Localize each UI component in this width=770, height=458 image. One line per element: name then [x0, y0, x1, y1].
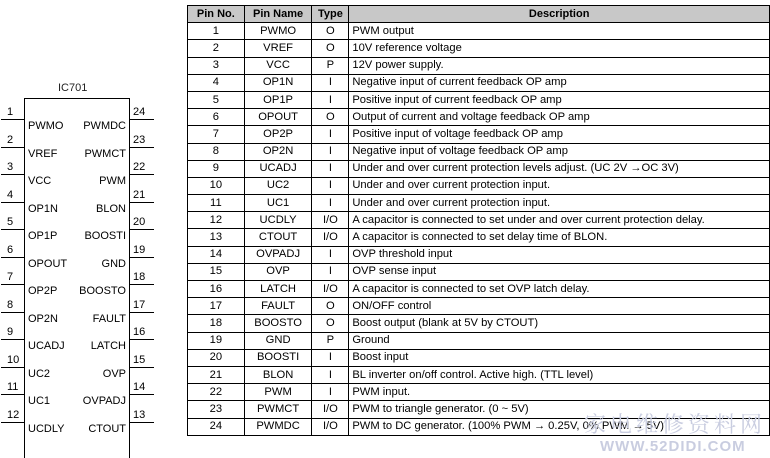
- cell-pin-name: FAULT: [244, 298, 312, 315]
- ic-pin-label: BOOSTI: [84, 230, 126, 242]
- cell-description: A capacitor is connected to set under and over current protection delay.: [349, 212, 770, 229]
- cell-type: I: [312, 384, 349, 401]
- cell-type: I: [312, 160, 349, 177]
- ic-pin-lead: [130, 284, 154, 285]
- ic-body-edge-left: [24, 440, 25, 458]
- cell-type: I/O: [312, 418, 349, 435]
- ic-pin: [60, 189, 170, 215]
- cell-type: I: [312, 195, 349, 212]
- ic-pin-number: 21: [133, 188, 146, 201]
- cell-description: PWM to triangle generator. (0 ~ 5V): [349, 401, 770, 418]
- ic-pin: [60, 326, 170, 352]
- cell-pin-no: 13: [188, 229, 245, 246]
- ic-pin-label: BOOSTO: [79, 285, 126, 297]
- cell-type: I/O: [312, 229, 349, 246]
- cell-type: I: [312, 366, 349, 383]
- ic-pin-label: VREF: [28, 147, 58, 160]
- cell-pin-name: BOOSTI: [244, 349, 312, 366]
- table-row: [188, 229, 770, 246]
- ic-pin-number: 18: [133, 271, 146, 283]
- cell-pin-name: OP2P: [244, 126, 312, 143]
- cell-pin-name: OPOUT: [244, 109, 312, 126]
- ic-pin-label: CTOUT: [88, 422, 126, 435]
- ic-pin-number: 14: [133, 381, 146, 393]
- cell-type: O: [312, 315, 349, 332]
- cell-description: ON/OFF control: [349, 298, 770, 315]
- cell-description: 12V power supply.: [349, 57, 770, 74]
- cell-pin-name: VCC: [244, 57, 312, 74]
- ic-title: IC701: [58, 82, 88, 94]
- cell-pin-name: OP1P: [244, 91, 312, 108]
- ic-pin-label: PWMDC: [83, 120, 126, 132]
- cell-type: I/O: [312, 212, 349, 229]
- ic-pin-lead: [1, 422, 24, 423]
- cell-type: O: [312, 23, 349, 40]
- cell-pin-no: 8: [188, 143, 245, 160]
- cell-description: A capacitor is connected to set delay time of BLON.: [349, 229, 770, 246]
- header-type: Type: [312, 6, 349, 23]
- cell-type: O: [312, 298, 349, 315]
- ic-pin-label: UCDLY: [28, 422, 65, 435]
- ic-pin: [60, 299, 170, 325]
- ic-pin-number: 9: [7, 326, 14, 338]
- ic-pin-lead: [130, 339, 154, 340]
- header-description: Description: [349, 6, 770, 23]
- cell-type: I: [312, 263, 349, 280]
- cell-description: 10V reference voltage: [349, 40, 770, 57]
- table-row: [188, 246, 770, 263]
- cell-pin-no: 16: [188, 281, 245, 298]
- table-row: [188, 195, 770, 212]
- cell-description: Negative input of voltage feedback OP amp: [349, 143, 770, 160]
- cell-pin-no: 2: [188, 40, 245, 57]
- ic-pin-lead: [1, 312, 24, 313]
- cell-type: I: [312, 246, 349, 263]
- ic-pin-number: 2: [7, 133, 14, 146]
- ic-pin-label: UCADJ: [28, 340, 65, 352]
- cell-description: Under and over current protection input.: [349, 177, 770, 194]
- cell-pin-no: 24: [188, 418, 245, 435]
- cell-type: I/O: [312, 281, 349, 298]
- cell-pin-name: PWMCT: [244, 401, 312, 418]
- ic-pin-number: 10: [7, 353, 20, 366]
- ic-pin-lead: [130, 312, 154, 313]
- ic-pin: [60, 106, 170, 132]
- ic-package-diagram: [0, 0, 180, 458]
- table-row: [188, 160, 770, 177]
- ic-pin-label: UC2: [28, 367, 51, 380]
- ic-pin: [60, 134, 170, 160]
- ic-pin-number: 24: [133, 106, 146, 118]
- ic-pin-lead: [130, 174, 154, 175]
- cell-pin-name: UCDLY: [244, 212, 312, 229]
- ic-pin-label: PWM: [99, 175, 126, 187]
- ic-pin-lead: [1, 119, 24, 120]
- ic-pin-number: 7: [7, 271, 14, 283]
- cell-type: O: [312, 40, 349, 57]
- ic-pin-number: 16: [133, 326, 146, 338]
- ic-pin: [60, 354, 170, 380]
- ic-pin-lead: [130, 422, 154, 423]
- ic-pin-number: 22: [133, 161, 146, 173]
- ic-pin-number: 11: [7, 381, 19, 393]
- ic-pin-lead: [1, 257, 24, 258]
- cell-description: Output of current and voltage feedback OP amp: [349, 109, 770, 126]
- cell-pin-name: VREF: [244, 40, 312, 57]
- cell-pin-no: 5: [188, 91, 245, 108]
- ic-pin-label: OVPADJ: [82, 395, 126, 407]
- ic-pin-lead: [130, 367, 154, 368]
- ic-pin-label: PWMCT: [84, 147, 126, 160]
- cell-pin-no: 23: [188, 401, 245, 418]
- table-row: [188, 366, 770, 383]
- ic-pin-number: 4: [7, 188, 14, 201]
- ic-pin-lead: [1, 339, 24, 340]
- cell-pin-name: BLON: [244, 366, 312, 383]
- ic-pin-number: 20: [133, 216, 146, 228]
- ic-pin-lead: [130, 394, 154, 395]
- cell-type: O: [312, 109, 349, 126]
- cell-pin-no: 9: [188, 160, 245, 177]
- cell-description: Positive input of current feedback OP amp: [349, 91, 770, 108]
- cell-description: Under and over current protection levels adjust. (UC 2V →OC 3V): [349, 160, 770, 177]
- table-row: [188, 91, 770, 108]
- table-row: [188, 281, 770, 298]
- cell-pin-no: 4: [188, 74, 245, 91]
- header-pin-name: Pin Name: [244, 6, 312, 23]
- watermark-url: WWW.52DIDI.COM: [600, 438, 746, 455]
- ic-pin-label: UC1: [28, 395, 51, 407]
- ic-pin-lead: [130, 147, 154, 148]
- ic-pin-lead: [1, 229, 24, 230]
- cell-pin-name: OP1N: [244, 74, 312, 91]
- cell-description: Positive input of voltage feedback OP amp: [349, 126, 770, 143]
- ic-pin-number: 5: [7, 216, 14, 228]
- cell-pin-no: 21: [188, 366, 245, 383]
- table-body: [188, 23, 770, 436]
- cell-description: PWM to DC generator. (100% PWM → 0.25V, 0% PWM → 5V): [349, 418, 770, 435]
- ic-pin-label: OP1P: [28, 230, 58, 242]
- cell-pin-no: 1: [188, 23, 245, 40]
- ic-pin-number: 3: [7, 161, 14, 173]
- cell-pin-name: PWM: [244, 384, 312, 401]
- table-row: [188, 212, 770, 229]
- cell-type: I: [312, 177, 349, 194]
- ic-pin-number: 19: [133, 243, 146, 256]
- ic-pin-label: OVP: [102, 367, 126, 380]
- cell-pin-no: 14: [188, 246, 245, 263]
- cell-type: I: [312, 349, 349, 366]
- pin-description-table: [187, 5, 770, 436]
- cell-description: Boost input: [349, 349, 770, 366]
- cell-pin-name: UC2: [244, 177, 312, 194]
- ic-pin-label: FAULT: [92, 312, 126, 325]
- table-row: [188, 349, 770, 366]
- ic-pin-label: BLON: [96, 202, 126, 215]
- cell-pin-no: 11: [188, 195, 245, 212]
- cell-pin-no: 15: [188, 263, 245, 280]
- table-row: [188, 332, 770, 349]
- cell-pin-no: 20: [188, 349, 245, 366]
- ic-pin-lead: [1, 284, 24, 285]
- cell-description: Negative input of current feedback OP amp: [349, 74, 770, 91]
- cell-description: PWM input.: [349, 384, 770, 401]
- ic-pin-lead: [130, 229, 154, 230]
- cell-pin-no: 10: [188, 177, 245, 194]
- table-row: [188, 74, 770, 91]
- cell-description: Boost output (blank at 5V by CTOUT): [349, 315, 770, 332]
- cell-pin-name: UC1: [244, 195, 312, 212]
- ic-pin-lead: [130, 202, 154, 203]
- table-row: [188, 298, 770, 315]
- ic-pin: [60, 409, 170, 435]
- cell-pin-no: 7: [188, 126, 245, 143]
- ic-body-edge-right: [129, 440, 130, 458]
- table-row: [188, 384, 770, 401]
- ic-pin-label: OP2N: [28, 312, 58, 325]
- cell-pin-name: CTOUT: [244, 229, 312, 246]
- ic-pin-lead: [1, 147, 24, 148]
- cell-type: P: [312, 57, 349, 74]
- ic-pin-number: 1: [7, 106, 14, 118]
- ic-pin: [60, 161, 170, 187]
- cell-pin-name: GND: [244, 332, 312, 349]
- table-row: [188, 40, 770, 57]
- ic-pin-lead: [1, 202, 24, 203]
- cell-pin-name: PWMO: [244, 23, 312, 40]
- ic-pin-number: 12: [7, 408, 20, 421]
- cell-description: PWM output: [349, 23, 770, 40]
- cell-pin-name: BOOSTO: [244, 315, 312, 332]
- ic-pin: [60, 381, 170, 407]
- table-row: [188, 263, 770, 280]
- ic-pin-number: 13: [133, 408, 146, 421]
- header-pin-no: Pin No.: [188, 6, 245, 23]
- ic-pin-lead: [1, 394, 24, 395]
- cell-description: BL inverter on/off control. Active high. (TTL level): [349, 366, 770, 383]
- table-row: [188, 143, 770, 160]
- cell-pin-no: 3: [188, 57, 245, 74]
- watermark-text: 家电维修资料网: [584, 413, 767, 438]
- cell-pin-name: OP2N: [244, 143, 312, 160]
- cell-description: Under and over current protection input.: [349, 195, 770, 212]
- cell-description: OVP sense input: [349, 263, 770, 280]
- cell-pin-no: 6: [188, 109, 245, 126]
- ic-pin-label: GND: [101, 257, 126, 270]
- table-header-row: [188, 6, 770, 23]
- cell-type: I: [312, 91, 349, 108]
- cell-pin-name: OVPADJ: [244, 246, 312, 263]
- cell-pin-no: 17: [188, 298, 245, 315]
- ic-pin-label: OP2P: [28, 285, 58, 297]
- cell-type: P: [312, 332, 349, 349]
- table-row: [188, 23, 770, 40]
- cell-type: I/O: [312, 401, 349, 418]
- ic-pin-label: OPOUT: [28, 257, 68, 270]
- cell-description: OVP threshold input: [349, 246, 770, 263]
- cell-pin-no: 19: [188, 332, 245, 349]
- cell-pin-name: OVP: [244, 263, 312, 280]
- cell-pin-name: UCADJ: [244, 160, 312, 177]
- cell-pin-name: LATCH: [244, 281, 312, 298]
- ic-pin: [60, 216, 170, 242]
- cell-pin-name: PWMDC: [244, 418, 312, 435]
- cell-pin-no: 18: [188, 315, 245, 332]
- ic-pin-number: 6: [7, 243, 14, 256]
- cell-type: I: [312, 126, 349, 143]
- ic-pin-label: PWMO: [28, 120, 64, 132]
- cell-description: Ground: [349, 332, 770, 349]
- table-row: [188, 126, 770, 143]
- ic-pin-lead: [130, 257, 154, 258]
- table-row: [188, 109, 770, 126]
- cell-pin-no: 12: [188, 212, 245, 229]
- cell-pin-no: 22: [188, 384, 245, 401]
- ic-pin-lead: [1, 174, 24, 175]
- ic-pin-label: VCC: [28, 175, 52, 187]
- ic-pin-label: LATCH: [90, 340, 126, 352]
- ic-pin: [60, 271, 170, 297]
- cell-type: I: [312, 143, 349, 160]
- table-row: [188, 57, 770, 74]
- cell-type: I: [312, 74, 349, 91]
- ic-pin-number: 17: [133, 298, 146, 311]
- ic-pin-lead: [1, 367, 24, 368]
- ic-pin-number: 15: [133, 353, 146, 366]
- ic-pin: [60, 244, 170, 270]
- ic-pin-lead: [130, 119, 154, 120]
- cell-description: A capacitor is connected to set OVP latch delay.: [349, 281, 770, 298]
- ic-pin-number: 8: [7, 298, 14, 311]
- ic-pin-number: 23: [133, 133, 146, 146]
- ic-pin-label: OP1N: [28, 202, 58, 215]
- table-row: [188, 315, 770, 332]
- table-row: [188, 177, 770, 194]
